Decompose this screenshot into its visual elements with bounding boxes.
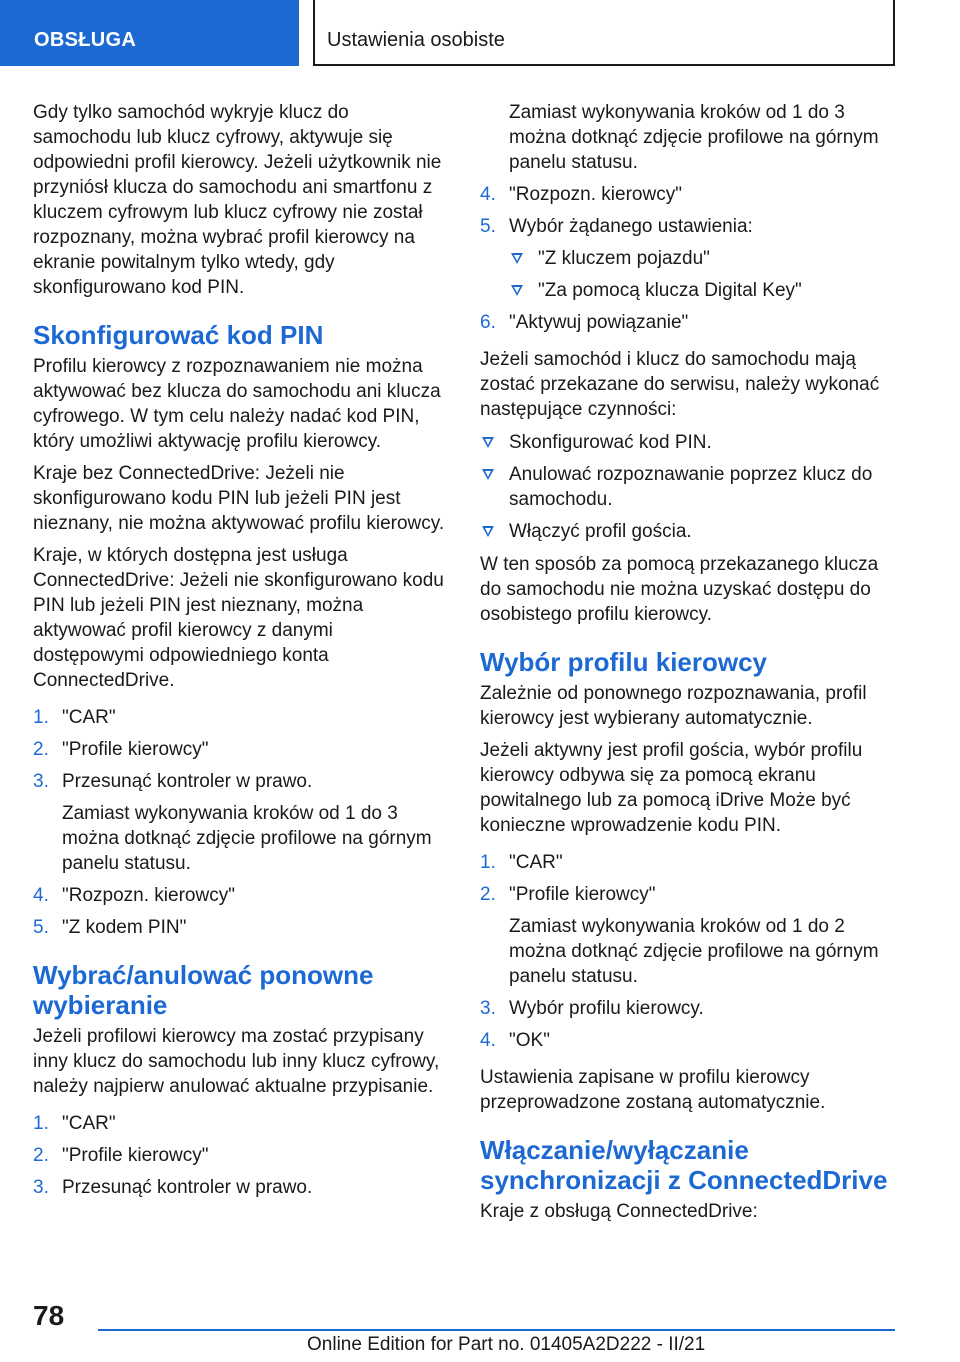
select-heading: Wybór profilu kierowcy — [480, 647, 768, 677]
step-text: "OK" — [509, 1030, 550, 1051]
bullet-text: Anulować rozpoznawanie poprzez klucz do samochodu. — [509, 464, 873, 510]
pin-paragraph: Kraje, w których dostępna jest usługa ConnectedDrive: Jeżeli nie skonfigurowano kodu PIN lub jeżeli PIN jest nieznany, można aktywować profil kierowcy z danymi dostępowymi odpowiedniego konta ConnectedDrive. — [33, 545, 444, 691]
list-item — [480, 462, 900, 512]
step-number: 3. — [33, 1177, 49, 1198]
service-paragraph: Jeżeli samochód i klucz do samochodu mają zostać przekazane do serwisu, należy wykonać następujące czynności: — [480, 349, 880, 420]
chapter-title: Ustawienia osobiste — [327, 29, 505, 51]
step-number: 2. — [33, 1145, 49, 1166]
step-number: 3. — [33, 771, 49, 792]
list-item — [480, 310, 900, 335]
intro-paragraph: Gdy tylko samochód wykryje klucz do samochodu lub klucz cyfrowy, aktywuje się odpowiedni profil kierowcy. Jeżeli użytkownik nie przyniósł klucza do samochodu ani smartfonu z kluczem cyfrowym lub klucz cyfrowy nie został rozpoznany, można wybrać profil kierowcy na ekranie powitalnym tylko wtedy, gdy skonfigurowano kod PIN. — [33, 102, 442, 298]
list-item — [33, 1143, 447, 1168]
pin-paragraph: Kraje bez ConnectedDrive: Jeżeli nie skonfigurowano kodu PIN lub jeżeli PIN jest nieznany, nie można aktywować profilu kierowcy. — [33, 463, 445, 534]
step-text: "Z kodem PIN" — [62, 917, 187, 938]
select-paragraph: Ustawienia zapisane w profilu kierowcy przeprowadzone zostaną automatycznie. — [480, 1067, 826, 1113]
footer-divider — [98, 1329, 895, 1331]
step-number: 6. — [480, 312, 496, 333]
step-text: "CAR" — [62, 1113, 116, 1134]
list-item — [33, 1111, 447, 1136]
step-number: 4. — [33, 885, 49, 906]
triangle-bullet-icon — [511, 285, 523, 296]
triangle-bullet-icon — [482, 437, 494, 448]
triangle-bullet-icon — [482, 526, 494, 537]
step-note: Zamiast wykonywania kroków od 1 do 3 można dotknąć zdjęcie profilowe na górnym panelu statusu. — [509, 102, 879, 173]
step-number: 5. — [480, 216, 496, 237]
section-tab — [0, 0, 299, 66]
step-number: 5. — [33, 917, 49, 938]
step-number: 4. — [480, 1030, 496, 1051]
right-column — [480, 100, 900, 1231]
step-number: 2. — [33, 739, 49, 760]
select-paragraph: Jeżeli aktywny jest profil gościa, wybór profilu kierowcy odbywa się za pomocą ekranu powitalnego lub za pomocą iDrive Może być konieczne wprowadzenie kodu PIN. — [480, 740, 863, 836]
step-number: 4. — [480, 184, 496, 205]
list-item — [480, 1028, 900, 1053]
chapter-box — [313, 0, 895, 66]
page-header — [0, 0, 960, 66]
step-number: 1. — [480, 852, 496, 873]
sync-paragraph: Kraje z obsługą ConnectedDrive: — [480, 1201, 758, 1222]
cancel-heading: Wybrać/anulować ponowne wybieranie — [33, 960, 374, 1020]
list-item — [33, 915, 447, 940]
list-item — [509, 278, 900, 303]
section-label: OBSŁUGA — [34, 29, 137, 51]
step-text: "Profile kierowcy" — [509, 884, 656, 905]
step-text: "Profile kierowcy" — [62, 1145, 209, 1166]
step-note: Zamiast wykonywania kroków od 1 do 3 można dotknąć zdjęcie profilowe na górnym panelu statusu. — [62, 803, 432, 874]
select-paragraph: Zależnie od ponownego rozpoznawania, profil kierowcy jest wybierany automatycznie. — [480, 683, 867, 729]
sync-heading: Włączanie/wyłączanie synchronizacji z ConnectedDrive — [480, 1135, 888, 1195]
step-note: Zamiast wykonywania kroków od 1 do 2 można dotknąć zdjęcie profilowe na górnym panelu statusu. — [509, 916, 879, 987]
list-item — [480, 430, 900, 455]
list-item — [480, 850, 900, 875]
step-text: Wybór profilu kierowcy. — [509, 998, 704, 1019]
cancel-paragraph: Jeżeli profilowi kierowcy ma zostać przypisany inny klucz do samochodu lub inny klucz cyfrowy, należy najpierw anulować aktualne przypisanie. — [33, 1026, 440, 1097]
list-item — [480, 519, 900, 544]
service-list — [480, 430, 900, 544]
list-item — [33, 737, 447, 762]
step-text: "Rozpozn. kierowcy" — [509, 184, 682, 205]
step-number: 1. — [33, 707, 49, 728]
pin-paragraph: Profilu kierowcy z rozpoznawaniem nie można aktywować bez klucza do samochodu ani klucza cyfrowego. W tym celu należy nadać kod PIN, który umożliwi aktywację profilu kierowcy. — [33, 356, 441, 452]
cont-steps-list — [480, 182, 900, 335]
step-text: "CAR" — [62, 707, 116, 728]
list-item — [33, 1175, 447, 1200]
edition-text: Online Edition for Part no. 01405A2D222 - II/21 — [307, 1334, 706, 1355]
list-item — [33, 883, 447, 908]
triangle-bullet-icon — [482, 469, 494, 480]
list-item — [480, 214, 900, 303]
page-number: 78 — [33, 1300, 65, 1331]
step-text: Przesunąć kontroler w prawo. — [62, 1177, 313, 1198]
left-column — [33, 100, 447, 1212]
list-item — [480, 996, 900, 1021]
step-text: Przesunąć kontroler w prawo. — [62, 771, 313, 792]
list-item — [480, 882, 900, 989]
step-text: "Aktywuj powiązanie" — [509, 312, 689, 333]
pin-steps-list — [33, 705, 447, 940]
step-number: 3. — [480, 998, 496, 1019]
list-item — [33, 705, 447, 730]
bullet-text: Włączyć profil gościa. — [509, 521, 692, 542]
list-item — [480, 182, 900, 207]
step-text: "Profile kierowcy" — [62, 739, 209, 760]
step-text: "Rozpozn. kierowcy" — [62, 885, 235, 906]
service-paragraph: W ten sposób za pomocą przekazanego klucza do samochodu nie można uzyskać dostępu do osobistego profilu kierowcy. — [480, 554, 879, 625]
step-number: 1. — [33, 1113, 49, 1134]
select-steps-list — [480, 850, 900, 1053]
list-item — [33, 769, 447, 876]
step-text: Wybór żądanego ustawienia: — [509, 216, 753, 237]
pin-heading: Skonfigurować kod PIN — [33, 320, 324, 350]
step-number: 2. — [480, 884, 496, 905]
step-text: "CAR" — [509, 852, 563, 873]
list-item — [509, 246, 900, 271]
triangle-bullet-icon — [511, 253, 523, 264]
cancel-steps-list — [33, 1111, 447, 1200]
option-text: "Za pomocą klucza Digital Key" — [538, 280, 802, 301]
bullet-text: Skonfigurować kod PIN. — [509, 432, 712, 453]
option-list — [509, 246, 900, 303]
option-text: "Z kluczem pojazdu" — [538, 248, 710, 269]
